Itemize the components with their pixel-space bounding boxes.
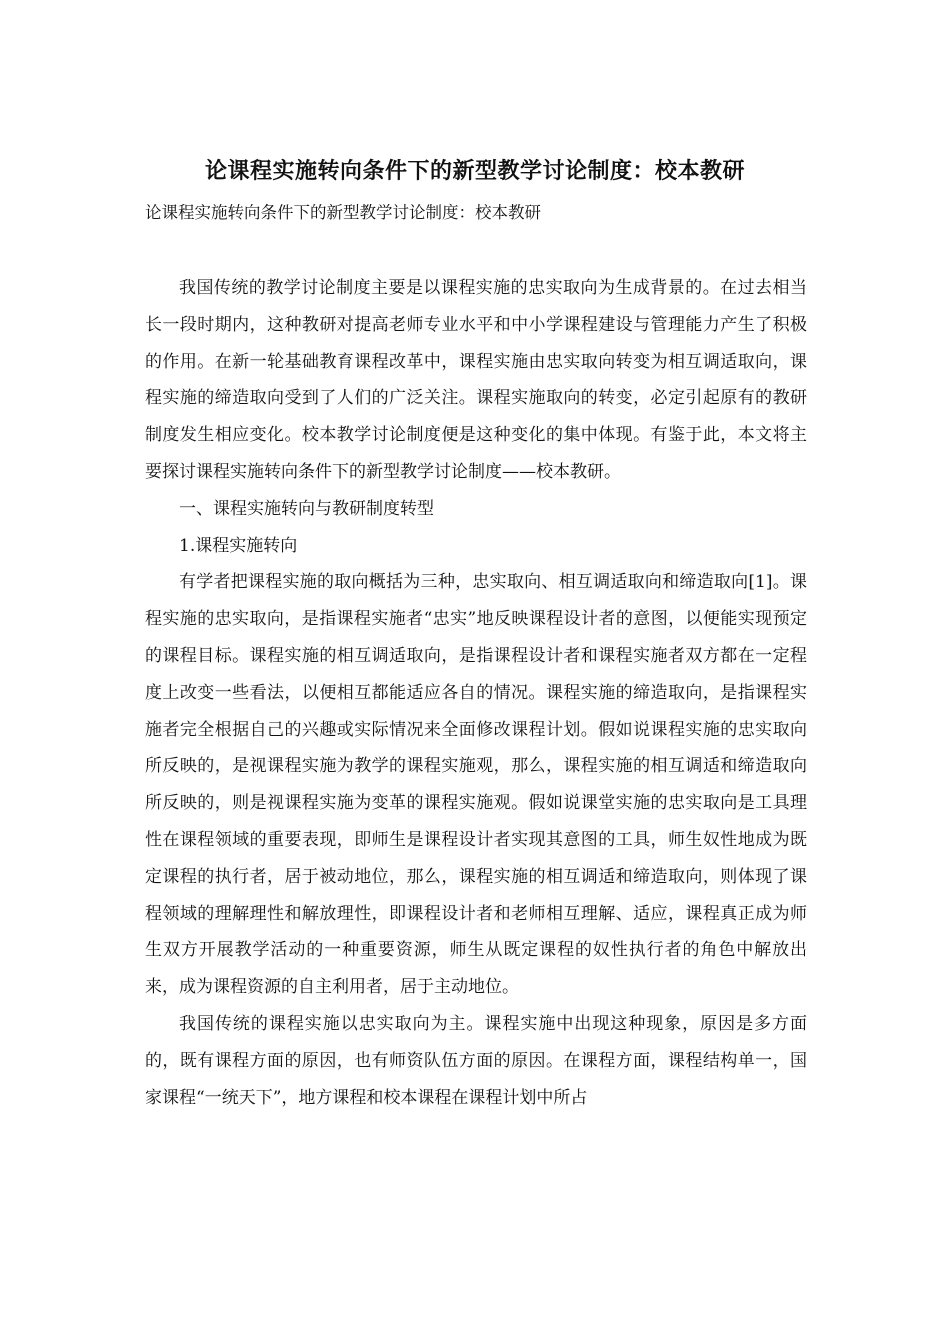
document-subtitle: 论课程实施转向条件下的新型教学讨论制度：校本教研 [145, 203, 541, 222]
paragraph-implementation-orientations: 有学者把课程实施的取向概括为三种，忠实取向、相互调适取向和缔造取向[1]。课程实施的忠实取向，是指课程实施者“忠实”地反映课程设计者的意图，以便能实现预定的课程目标。课程实施的相互调适取向，是指课程设计者和课程实施者双方都在一定程度上改变一些看法，以便相互都能适应各自的情况。课程实施的缔造取向，是指课程实施者完全根据自己的兴趣或实际情况来全面修改课程计划。假如说课程实施的忠实取向所反映的，是视课程实施为教学的课程实施观，那么，课程实施的相互调适和缔造取向所反映的，则是视课程实施为变革的课程实施观。假如说课堂实施的忠实取向是工具理性在课程领域的重要表现，即师生是课程设计者实现其意图的工具，师生奴性地成为既定课程的执行者，居于被动地位，那么，课程实施的相互调适和缔造取向，则体现了课程领域的理解理性和解放理性，即课程设计者和老师相互理解、适应，课程真正成为师生双方开展教学活动的一种重要资源，师生从既定课程的奴性执行者的角色中解放出来，成为课程资源的自主利用者，居于主动地位。 [145, 572, 807, 998]
section-heading-1: 一、课程实施转向与教研制度转型 [179, 498, 434, 519]
subsection-heading-1-1: 1.课程实施转向 [179, 535, 298, 556]
document-title: 论课程实施转向条件下的新型教学讨论制度：校本教研 [204, 158, 745, 184]
paragraph-intro: 我国传统的教学讨论制度主要是以课程实施的忠实取向为生成背景的。在过去相当长一段时期内，这种教研对提高老师专业水平和中小学课程建设与管理能力产生了积极的作用。在新一轮基础教育课程改革中，课程实施由忠实取向转变为相互调适取向，课程实施的缔造取向受到了人们的广泛关注。课程实施取向的转变，必定引起原有的教研制度发生相应变化。校本教学讨论制度便是这种变化的集中体现。有鉴于此，本文将主要探讨课程实施转向条件下的新型教学讨论制度——校本教研。 [145, 278, 807, 482]
paragraph-traditional-implementation: 我国传统的课程实施以忠实取向为主。课程实施中出现这种现象，原因是多方面的，既有课程方面的原因，也有师资队伍方面的原因。在课程方面，课程结构单一，国家课程“一统天下”，地方课程和校本课程在课程计划中所占 [145, 1013, 807, 1108]
document-body [145, 270, 807, 1116]
